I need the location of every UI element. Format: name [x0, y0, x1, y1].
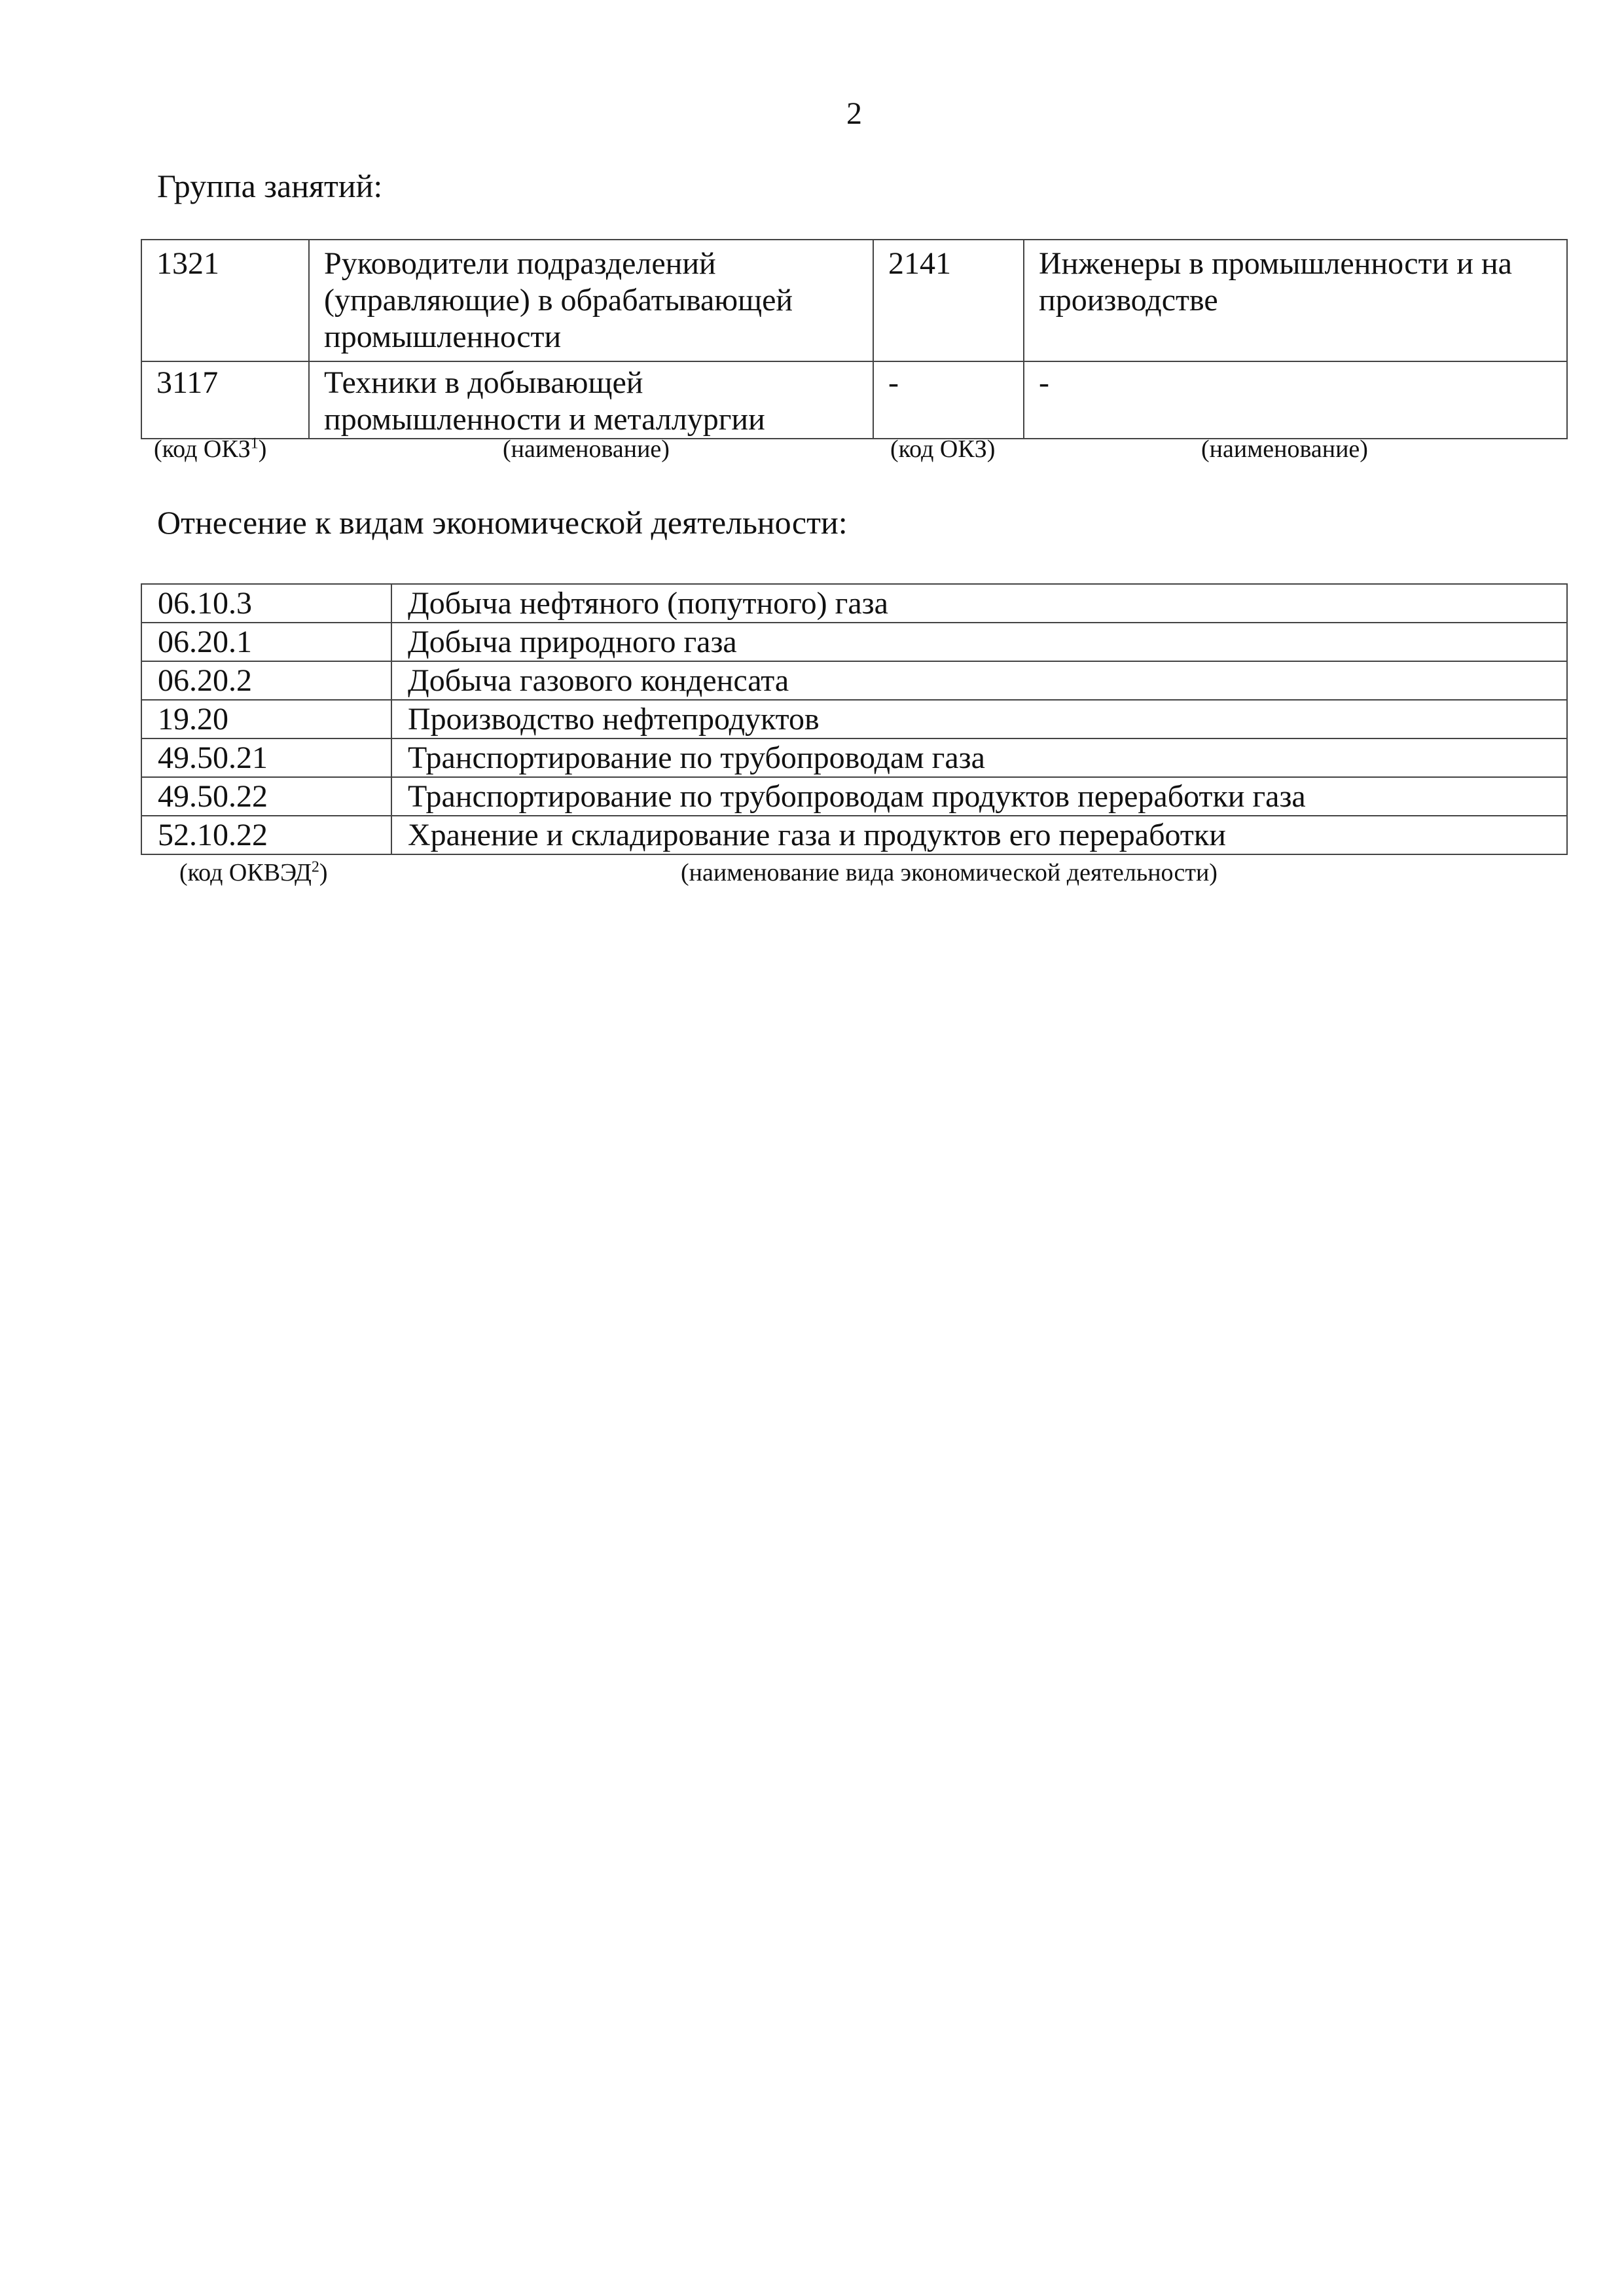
- okved-code-cell: 19.20: [141, 700, 391, 738]
- table-row: [141, 777, 1567, 816]
- caption-okz-code-2: (код ОКЗ): [890, 435, 996, 463]
- okz-name-cell: Руководители подразделений (управляющие) в обрабатывающей промышленности: [309, 240, 873, 361]
- occupation-group-heading: Группа занятий:: [157, 168, 383, 204]
- okz-code-cell: 1321: [141, 240, 309, 361]
- okved-code-cell: 52.10.22: [141, 816, 391, 854]
- table-row: [141, 623, 1567, 661]
- page-number: 2: [846, 96, 862, 131]
- okz-name-cell: Техники в добывающей промышленности и металлургии: [309, 361, 873, 439]
- okz-code-cell: 2141: [873, 240, 1024, 361]
- table-row: [141, 816, 1567, 854]
- caption-activity-name: (наименование вида экономической деятельности): [681, 859, 1218, 886]
- okz-name-cell: Инженеры в промышленности и на производстве: [1024, 240, 1567, 361]
- okz-code-cell: -: [873, 361, 1024, 439]
- table-row: [141, 661, 1567, 700]
- caption-name: (наименование): [503, 435, 670, 463]
- okved-code-cell: 49.50.21: [141, 738, 391, 777]
- caption-name-2: (наименование): [1201, 435, 1368, 463]
- caption-okved-code: (код ОКВЭД$^2$): [179, 858, 328, 886]
- okved-code-cell: 06.20.1: [141, 623, 391, 661]
- okved-code-cell: 06.20.2: [141, 661, 391, 700]
- economic-activity-table: [141, 583, 1568, 855]
- economic-activity-heading: Отнесение к видам экономической деятельности:: [157, 504, 848, 541]
- okved-code-cell: 49.50.22: [141, 777, 391, 816]
- okz-name-cell: -: [1024, 361, 1567, 439]
- caption-okz-code: (код ОКЗ$^1$): [154, 435, 267, 463]
- table-row: [141, 240, 1567, 361]
- okved-name-cell: Добыча природного газа: [391, 623, 1567, 661]
- okved-name-cell: Транспортирование по трубопроводам продуктов переработки газа: [391, 777, 1567, 816]
- okved-name-cell: Добыча нефтяного (попутного) газа: [391, 584, 1567, 623]
- occupation-group-table: [141, 239, 1568, 439]
- table-row: [141, 700, 1567, 738]
- table-row: [141, 738, 1567, 777]
- okved-name-cell: Добыча газового конденсата: [391, 661, 1567, 700]
- okz-code-cell: 3117: [141, 361, 309, 439]
- table-row: [141, 584, 1567, 623]
- okved-name-cell: Хранение и складирование газа и продуктов его переработки: [391, 816, 1567, 854]
- okved-code-cell: 06.10.3: [141, 584, 391, 623]
- table-row: [141, 361, 1567, 439]
- okved-name-cell: Транспортирование по трубопроводам газа: [391, 738, 1567, 777]
- okved-name-cell: Производство нефтепродуктов: [391, 700, 1567, 738]
